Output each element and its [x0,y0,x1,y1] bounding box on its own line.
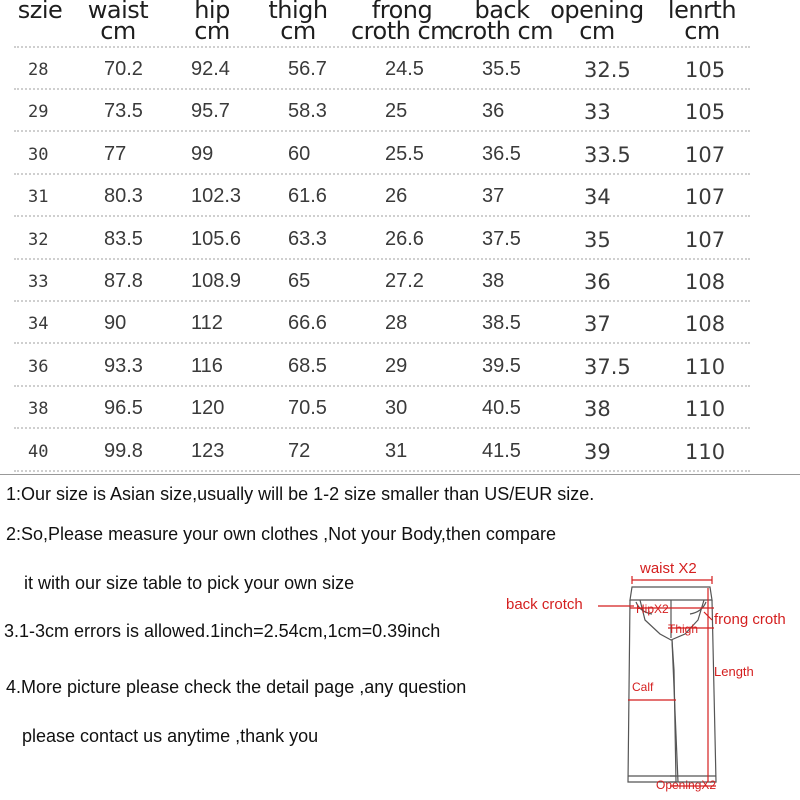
table-cell: 38 [584,397,611,422]
table-cell: 32 [28,229,49,250]
table-cell: 95.7 [191,100,230,123]
table-cell: 72 [288,439,311,462]
table-cell: 70.5 [288,397,327,420]
table-cell: 34 [28,314,49,335]
table-cell: 38.5 [482,312,521,335]
column-header [637,0,767,45]
table-cell: 40.5 [482,397,521,420]
column-header-line-1: opening [550,0,644,24]
note-3: 3.1-3cm errors is allowed.1inch=2.54cm,1cm=0.39inch [4,621,441,641]
table-cell: 31 [28,187,49,208]
table-cell: 40 [28,441,49,462]
table-cell: 26 [385,185,408,208]
pants-measurement-diagram [490,550,800,800]
note-2: 2:So,Please measure your own clothes ,Not your Body,then compare [6,524,556,544]
table-cell: 70.2 [104,58,143,80]
table-cell: 108 [685,312,726,337]
table-cell: 25 [385,100,408,123]
column-header-line-1: hip [194,0,230,24]
table-cell: 105 [685,58,726,82]
table-cell: 25.5 [385,142,424,165]
table-cell: 36 [28,356,49,377]
table-cell: 27.2 [385,270,424,292]
table-cell: 112 [191,312,223,335]
note-1: 1:Our size is Asian size,usually will be 1-2 size smaller than US/EUR size. [6,484,595,504]
column-header-line-2: cm [684,17,720,45]
table-cell: 120 [191,397,225,420]
table-cell: 63.3 [288,227,327,250]
note-4: 4.More picture please check the detail page ,any question [6,677,467,697]
table-cell: 68.5 [288,354,327,377]
table-cell: 58.3 [288,100,327,123]
table-cell: 83.5 [104,227,143,250]
table-cell: 66.6 [288,312,327,335]
column-header-line-1: frong [371,0,433,24]
table-cell: 65 [288,270,311,292]
front-crotch-label: frong croth [714,611,786,628]
table-cell: 108.9 [191,270,242,292]
table-cell: 105 [685,100,726,125]
table-cell: 33 [28,272,49,292]
table-cell: 108 [685,270,726,294]
column-header-line-1: back [474,0,530,24]
table-row [0,218,800,260]
table-cell: 38 [482,270,505,292]
table-row [0,175,800,217]
table-cell: 39 [584,439,611,464]
table-cell: 87.8 [104,270,143,292]
table-cell: 28 [28,60,49,80]
column-header-line-1: waist [87,0,149,24]
table-cell: 37 [584,312,611,337]
opening-label: OpeningX2 [656,778,717,792]
table-cell: 30 [385,397,408,420]
table-cell: 110 [685,439,726,464]
table-cell: 96.5 [104,397,143,420]
table-cell: 123 [191,439,225,462]
column-header-line-2: cm [194,17,230,45]
column-header-line-2: croth cm [350,17,454,45]
table-cell: 33.5 [584,142,631,167]
table-cell: 36 [482,100,505,123]
table-cell: 77 [104,142,127,165]
table-row [0,302,800,344]
table-row [0,345,800,387]
table-cell: 36 [584,270,611,294]
table-row [0,387,800,429]
table-cell: 35.5 [482,58,521,80]
table-cell: 80.3 [104,185,143,208]
length-label: Length [714,664,754,679]
table-cell: 29 [28,102,49,123]
table-cell: 39.5 [482,354,521,377]
table-cell: 32.5 [584,58,631,82]
table-cell: 99 [191,142,214,165]
column-header-line-1: thigh [268,0,328,24]
waist-label: waist X2 [640,560,697,577]
column-header-line-1: szie [17,0,63,24]
table-cell: 73.5 [104,100,143,123]
column-header-line-2: croth cm [450,17,554,45]
note-2-continued: it with our size table to pick your own size [24,573,355,593]
table-cell: 110 [685,397,726,422]
table-cell: 99.8 [104,439,143,462]
table-cell: 37 [482,185,505,208]
table-cell: 28 [385,312,408,335]
table-cell: 34 [584,185,611,210]
table-row [0,48,800,90]
table-row [0,90,800,132]
table-cell: 90 [104,312,127,335]
calf-label: Calf [632,680,654,694]
table-cell: 30 [28,144,49,165]
column-header-line-1: lenrth [667,0,737,24]
thigh-label: Thigh [668,622,699,636]
table-cell: 38 [28,399,49,420]
table-cell: 56.7 [288,58,327,80]
table-cell: 37.5 [482,227,521,250]
table-row [0,260,800,302]
table-cell: 116 [191,354,223,377]
column-header-line-2: cm [280,17,316,45]
table-cell: 26.6 [385,227,424,250]
column-header-line-2: cm [579,17,615,45]
table-cell: 36.5 [482,142,521,165]
table-cell: 37.5 [584,354,631,379]
table-cell: 107 [685,185,726,210]
back-crotch-label: back crotch [506,596,583,613]
table-cell: 92.4 [191,58,230,80]
table-cell: 107 [685,227,726,252]
table-row [0,133,800,175]
table-cell: 102.3 [191,185,242,208]
table-cell: 41.5 [482,439,521,462]
table-cell: 61.6 [288,185,327,208]
note-4-continued: please contact us anytime ,thank you [22,726,319,746]
column-header-line-2: cm [100,17,136,45]
hip-label: HipX2 [636,602,669,616]
table-cell: 33 [584,100,611,125]
table-row [0,430,800,472]
table-cell: 60 [288,142,311,165]
table-cell: 31 [385,439,408,462]
table-cell: 29 [385,354,408,377]
table-cell: 35 [584,227,611,252]
section-divider [0,474,800,475]
table-cell: 24.5 [385,58,424,80]
table-cell: 93.3 [104,354,143,377]
table-cell: 110 [685,354,726,379]
table-cell: 105.6 [191,227,242,250]
table-cell: 107 [685,142,726,167]
